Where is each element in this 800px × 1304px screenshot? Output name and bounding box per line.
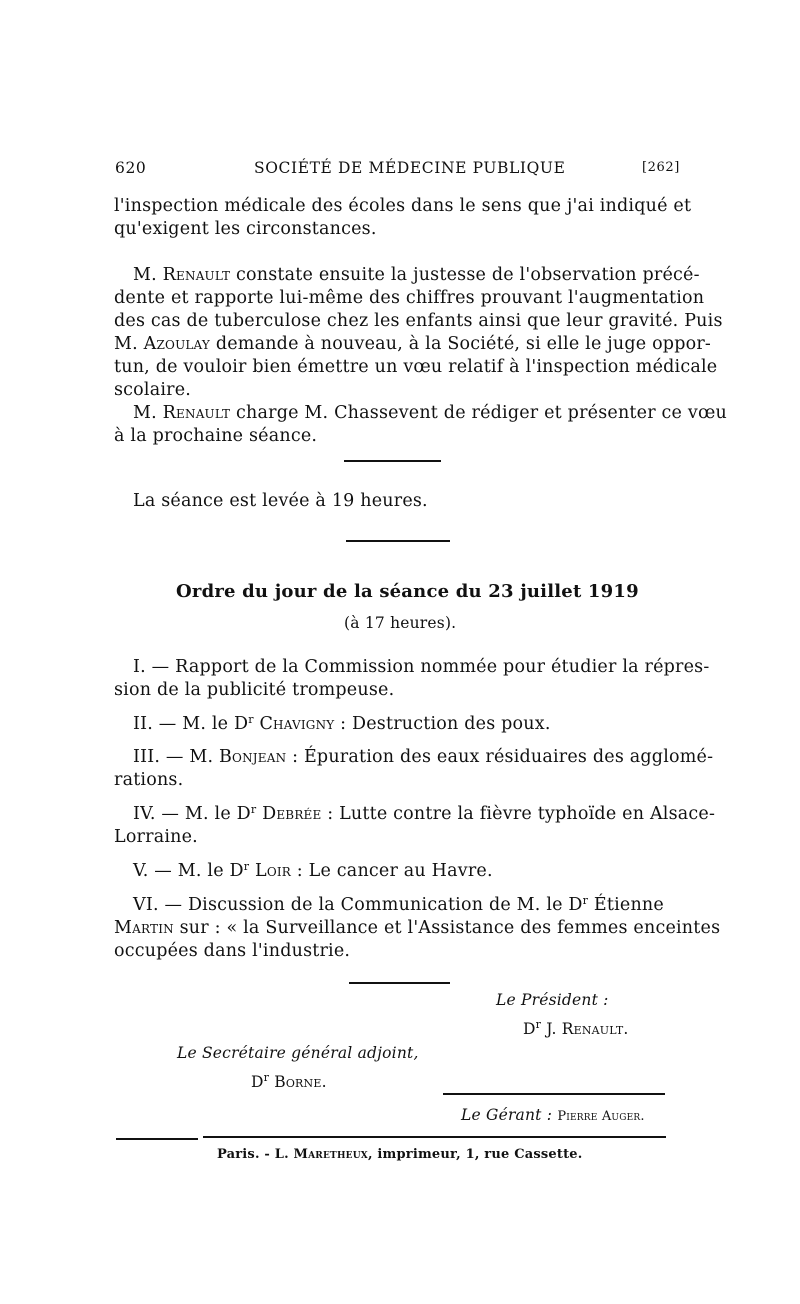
paragraph-3-line-2: à la prochaine séance.: [114, 426, 318, 446]
person-name-auger: Pierre Auger.: [557, 1109, 645, 1124]
text-fragment: M.: [133, 403, 163, 423]
text-fragment: : Lutte contre la fièvre typhoïde en Alsace-: [321, 804, 716, 824]
person-name-renault: Renault: [162, 265, 231, 285]
paragraph-1-line-1: l'inspection médicale des écoles dans le sens que j'ai indiqué et: [114, 196, 692, 216]
text-fragment: charge M. Chassevent de rédiger et présenter ce vœu: [230, 403, 727, 423]
text-fragment: : Destruction des poux.: [334, 714, 551, 734]
agenda-item-6-line-1: [133, 894, 664, 916]
session-closing: La séance est levée à 19 heures.: [133, 491, 428, 511]
person-name-debree: Debrée: [262, 804, 322, 824]
text-fragment: Étienne: [588, 895, 664, 915]
agenda-item-6-line-2: [114, 917, 720, 939]
president-title: Le Président :: [496, 991, 609, 1009]
page-number: 620: [115, 159, 147, 177]
text-fragment: , imprimeur, 1, rue Cassette.: [367, 1147, 583, 1162]
bracket-number: [262]: [642, 160, 680, 175]
superscript: r: [248, 713, 254, 726]
superscript: r: [243, 860, 250, 873]
text-fragment: II. — M. le D: [133, 714, 249, 734]
person-name-borne: Borne.: [274, 1073, 327, 1091]
imprint-rule-left: [116, 1138, 198, 1140]
section-divider: [344, 460, 441, 462]
person-name-chavigny: Chavigny: [259, 714, 335, 734]
text-fragment: constate ensuite la justesse de l'observation précé-: [230, 265, 700, 285]
running-title: SOCIÉTÉ DE MÉDECINE PUBLIQUE: [254, 159, 566, 177]
text-fragment: D: [251, 1073, 264, 1091]
text-fragment: demande à nouveau, à la Société, si elle le juge oppor-: [210, 334, 712, 354]
paragraph-3-line-1: [133, 402, 727, 424]
person-name-martin: Martin: [114, 918, 174, 938]
agenda-item-4-line-2: Lorraine.: [114, 827, 198, 847]
text-fragment: III. — M.: [133, 747, 219, 767]
agenda-item-6-line-3: occupées dans l'industrie.: [114, 941, 351, 961]
text-fragment: M.: [133, 265, 163, 285]
secretary-title: Le Secrétaire général adjoint,: [177, 1044, 419, 1062]
agenda-item-3-line-1: [133, 746, 713, 768]
paragraph-2-line-5: tun, de vouloir bien émettre un vœu relatif à l'inspection médicale: [114, 357, 718, 377]
section-divider: [349, 982, 450, 984]
superscript: r: [250, 803, 257, 816]
imprint-rule-right: [203, 1136, 666, 1138]
superscript: r: [582, 894, 589, 907]
section-divider: [346, 540, 450, 542]
paragraph-2-line-2: dente et rapporte lui-même des chiffres prouvant l'augmentation: [114, 288, 705, 308]
text-fragment: : Épuration des eaux résiduaires des agglomé-: [286, 747, 714, 767]
person-name-bonjean: Bonjean: [218, 747, 287, 767]
secretary-signature: [251, 1071, 327, 1093]
text-fragment: sur : « la Surveillance et l'Assistance des femmes enceintes: [173, 918, 721, 938]
superscript: r: [535, 1018, 542, 1031]
agenda-subtitle: (à 17 heures).: [344, 614, 457, 632]
person-name-renault: Renault: [162, 403, 231, 423]
agenda-item-4-line-1: [133, 803, 715, 825]
paragraph-2-line-1: [133, 264, 700, 286]
text-fragment: D: [523, 1020, 536, 1038]
text-fragment: Paris. - L.: [217, 1147, 294, 1162]
agenda-item-1-line-2: sion de la publicité trompeuse.: [114, 680, 395, 700]
person-name-azoulay: Azoulay: [143, 334, 211, 354]
printer-name: Maretheux: [293, 1147, 368, 1162]
paragraph-1-line-2: qu'exigent les circonstances.: [114, 219, 377, 239]
imprint-line: [217, 1144, 582, 1166]
agenda-item-5: [133, 860, 493, 882]
paragraph-2-line-6: scolaire.: [114, 380, 192, 400]
text-fragment: IV. — M. le D: [133, 804, 251, 824]
person-name-loir: Loir: [255, 861, 292, 881]
text-fragment: : Le cancer au Havre.: [291, 861, 493, 881]
gerant-label: Le Gérant :: [461, 1106, 553, 1124]
text-fragment: M.: [114, 334, 144, 354]
agenda-item-3-line-2: rations.: [114, 770, 184, 790]
text-fragment: V. — M. le D: [133, 861, 244, 881]
agenda-item-1-line-1: I. — Rapport de la Commission nommée pour étudier la répres-: [133, 657, 710, 677]
gerant-signature: [461, 1104, 645, 1128]
president-signature: [523, 1018, 629, 1040]
agenda-item-2: [133, 713, 551, 735]
gerant-rule: [443, 1093, 665, 1095]
superscript: r: [263, 1071, 270, 1084]
text-fragment: VI. — Discussion de la Communication de M. le D: [133, 895, 583, 915]
paragraph-2-line-4: [114, 333, 711, 355]
agenda-title: Ordre du jour de la séance du 23 juillet 1919: [176, 581, 639, 602]
person-name-renault: J. Renault.: [546, 1020, 629, 1038]
paragraph-2-line-3: des cas de tuberculose chez les enfants ainsi que leur gravité. Puis: [114, 311, 723, 331]
